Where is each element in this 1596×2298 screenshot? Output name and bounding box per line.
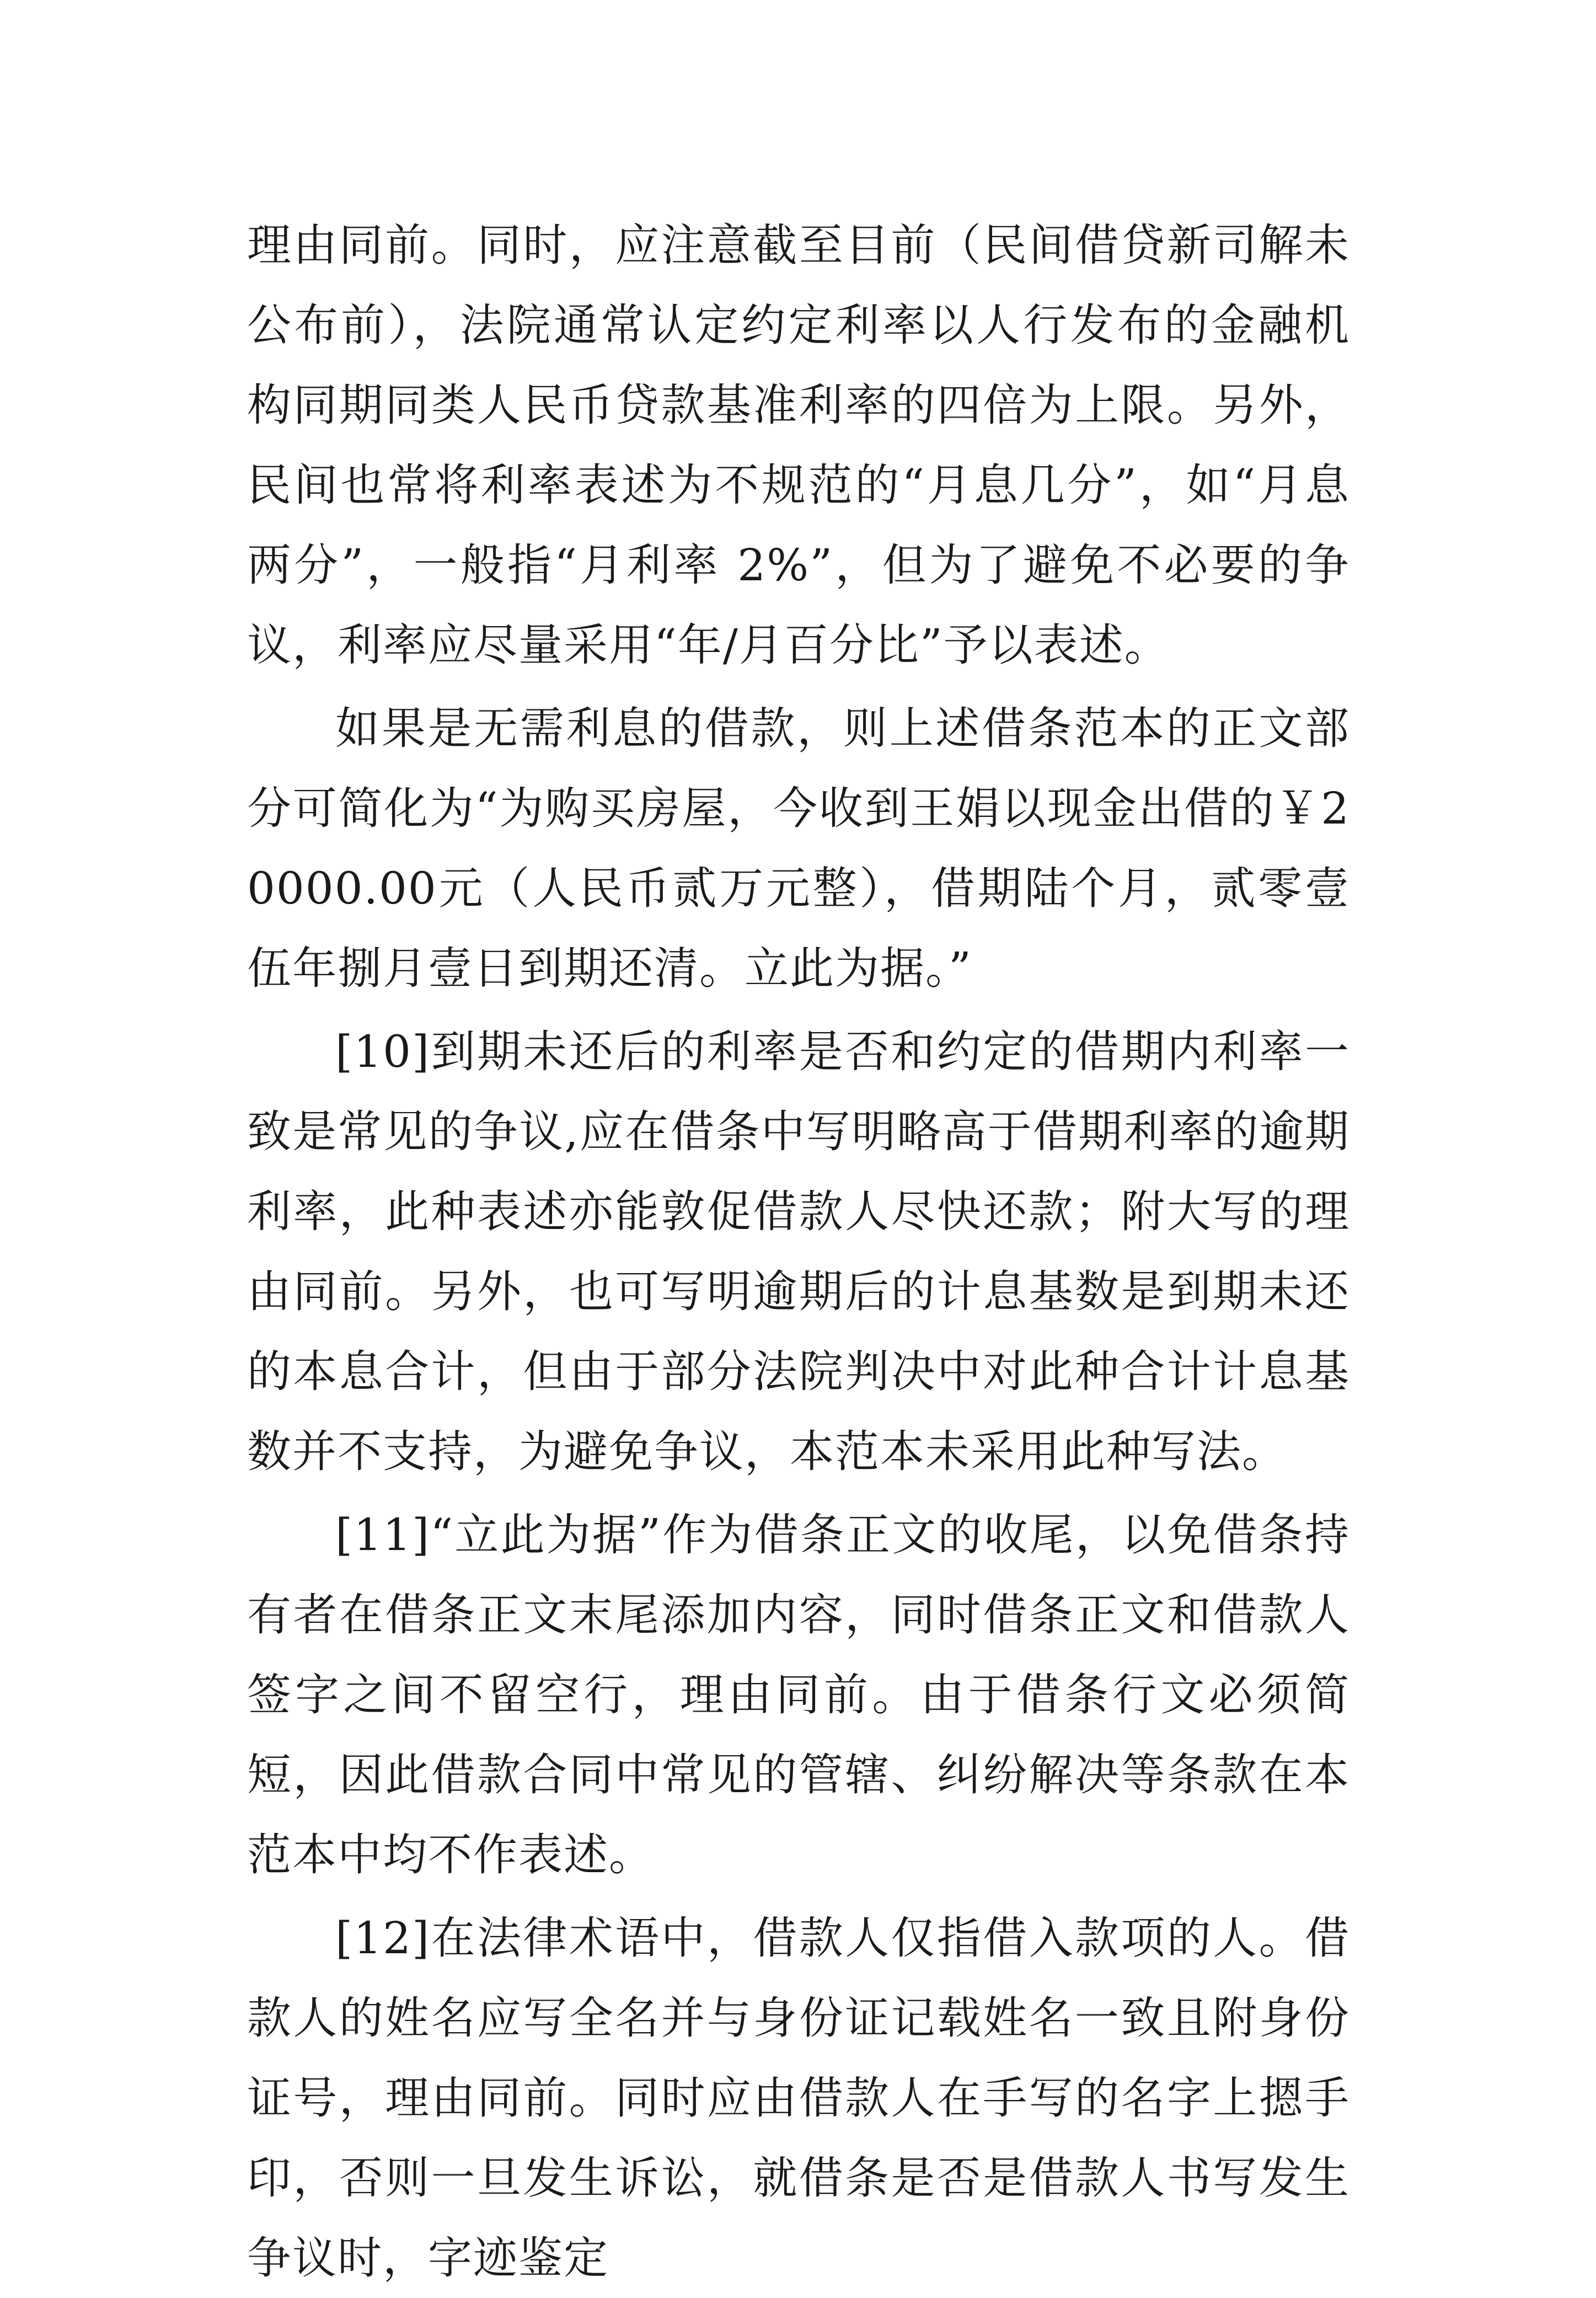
paragraph-1: 理由同前。同时，应注意截至目前（民间借贷新司解未公布前），法院通常认定约定利率以人行发布的金融机构同期同类人民币贷款基准利率的四倍为上限。另外，民间也常将利率表述为不规范的“月息几分”，如“月息两分”，一般指“月利率 2%”，但为了避免不必要的争议，利率应尽量采用“年/月百分比”予以表述。 bbox=[247, 220, 1350, 671]
paragraph-5-note-12: [12]在法律术语中，借款人仅指借入款项的人。借款人的姓名应写全名并与身份证记载姓名一致且附身份证号，理由同前。同时应由借款人在手写的名字上摁手印，否则一旦发生诉讼，就借条是否是借款人书写发生争议时，字迹鉴定 bbox=[247, 1912, 1350, 2284]
paragraph-4-note-11: [11]“立此为据”作为借条正文的收尾，以免借条持有者在借条正文末尾添加内容，同时借条正文和借款人签字之间不留空行，理由同前。由于借条行文必须简短，因此借款合同中常见的管辖、纠纷解决等条款在本范本中均不作表述。 bbox=[247, 1509, 1350, 1880]
document-body bbox=[247, 205, 1350, 2298]
paragraph-2: 如果是无需利息的借款，则上述借条范本的正文部分可简化为“为购买房屋，今收到王娟以现金出借的￥20000.00元（人民币贰万元整），借期陆个月，贰零壹伍年捌月壹日到期还清。立此为据。” bbox=[247, 703, 1350, 994]
paragraph-3-note-10: [10]到期未还后的利率是否和约定的借期内利率一致是常见的争议,应在借条中写明略高于借期利率的逾期利率，此种表述亦能敦促借款人尽快还款；附大写的理由同前。另外，也可写明逾期后的计息基数是到期未还的本息合计，但由于部分法院判决中对此种合计计息基数并不支持，为避免争议，本范本未采用此种写法。 bbox=[247, 1026, 1350, 1477]
